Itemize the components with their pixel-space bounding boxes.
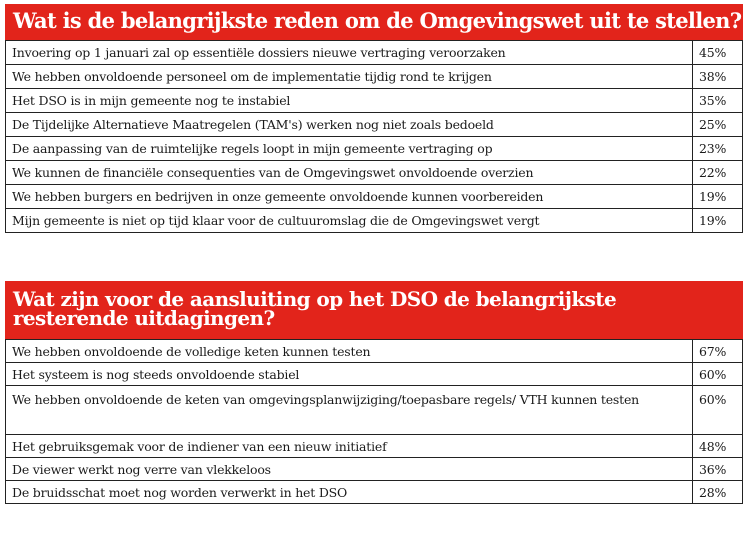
row-value: 38% [693,65,743,89]
row-label: We hebben onvoldoende de keten van omgevingsplanwijziging/toepasbare regels/ VTH kunnen testen [6,386,693,435]
row-label: De bruidsschat moet nog worden verwerkt in het DSO [6,481,693,504]
row-value: 36% [693,458,743,481]
table-row [6,340,743,363]
table-row [6,209,743,233]
row-label: De aanpassing van de ruimtelijke regels loopt in mijn gemeente vertraging op [6,137,693,161]
row-value: 22% [693,161,743,185]
row-label: Mijn gemeente is niet op tijd klaar voor de cultuuromslag die de Omgevingswet vergt [6,209,693,233]
row-value: 48% [693,435,743,458]
table-row [6,185,743,209]
table-row [6,458,743,481]
row-value: 28% [693,481,743,504]
row-label: We hebben onvoldoende personeel om de implementatie tijdig rond te krijgen [6,65,693,89]
row-value: 67% [693,340,743,363]
data-table [5,40,743,233]
row-value: 45% [693,41,743,65]
table-row [6,363,743,386]
table-row [6,113,743,137]
row-value: 23% [693,137,743,161]
row-value: 19% [693,209,743,233]
table-row [6,435,743,458]
table-row [6,161,743,185]
row-label: We hebben onvoldoende de volledige keten kunnen testen [6,340,693,363]
row-label: We kunnen de financiële consequenties van de Omgevingswet onvoldoende overzien [6,161,693,185]
table-row [6,41,743,65]
row-value: 60% [693,386,743,435]
data-table [5,339,743,504]
survey-table-challenges [5,281,743,504]
table-row [6,137,743,161]
table-row [6,65,743,89]
table-row [6,89,743,113]
survey-table-reasons [5,4,743,233]
table-row [6,386,743,435]
row-value: 35% [693,89,743,113]
row-value: 25% [693,113,743,137]
row-label: Het DSO is in mijn gemeente nog te instabiel [6,89,693,113]
row-label: De viewer werkt nog verre van vlekkeloos [6,458,693,481]
row-value: 19% [693,185,743,209]
row-label: De Tijdelijke Alternatieve Maatregelen (TAM's) werken nog niet zoals bedoeld [6,113,693,137]
row-value: 60% [693,363,743,386]
table-title: Wat zijn voor de aansluiting op het DSO de belangrijkste resterende uitdagingen? [5,281,743,339]
row-label: We hebben burgers en bedrijven in onze gemeente onvoldoende kunnen voorbereiden [6,185,693,209]
row-label: Het systeem is nog steeds onvoldoende stabiel [6,363,693,386]
table-row [6,481,743,504]
row-label: Het gebruiksgemak voor de indiener van een nieuw initiatief [6,435,693,458]
row-label: Invoering op 1 januari zal op essentiële dossiers nieuwe vertraging veroorzaken [6,41,693,65]
table-title: Wat is de belangrijkste reden om de Omgevingswet uit te stellen? [5,4,743,40]
